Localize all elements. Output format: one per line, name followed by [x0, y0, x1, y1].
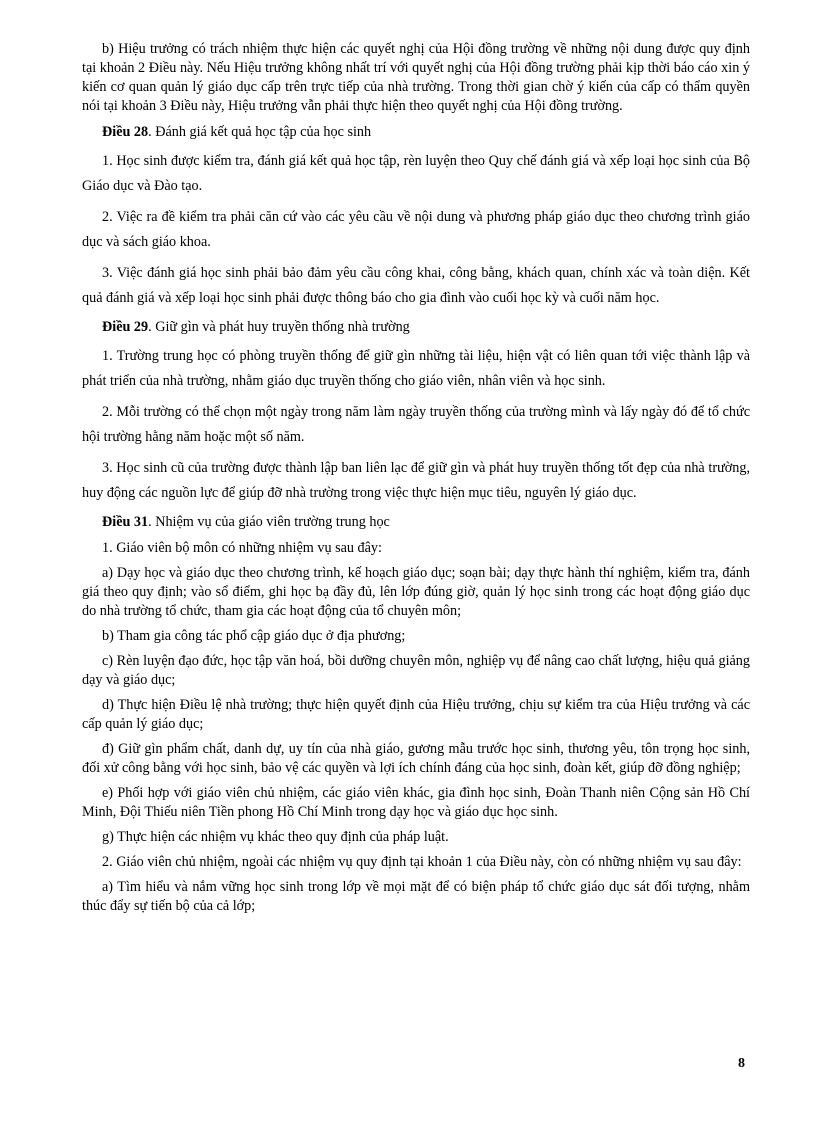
page-number: 8 — [738, 1056, 745, 1071]
article-31-clause-1dd: đ) Giữ gìn phẩm chất, danh dự, uy tín của nhà giáo, gương mẫu trước học sinh, thương yêu, tôn trọng học sinh, đối xử công bằng với học sinh, bảo vệ các quyền và lợi ích chính đáng của học sinh, đoàn kết, giúp đỡ đồng nghiệp; — [82, 741, 750, 776]
article-29-title: . Giữ gìn và phát huy truyền thống nhà trường — [148, 319, 410, 335]
article-29-clause-3: 3. Học sinh cũ của trường được thành lập ban liên lạc để giữ gìn và phát huy truyền thống tốt đẹp của nhà trường, huy động các nguồn lực để giúp đỡ nhà trường trong việc thực hiện mục tiêu, nguyên lý giáo dục. — [82, 460, 750, 501]
article-29-clause-2: 2. Mỗi trường có thể chọn một ngày trong năm làm ngày truyền thống của trường mình và lấy ngày đó để tổ chức hội trường hằng năm hoặc một số năm. — [82, 404, 750, 445]
article-29-clause-1: 1. Trường trung học có phòng truyền thống để giữ gìn những tài liệu, hiện vật có liên quan tới việc thành lập và phát triển của nhà trường, nhằm giáo dục truyền thống cho giáo viên, nhân viên và học sinh. — [82, 348, 750, 389]
article-31-clause-1d: d) Thực hiện Điều lệ nhà trường; thực hiện quyết định của Hiệu trưởng, chịu sự kiểm tra của Hiệu trưởng và các cấp quản lý giáo dục; — [82, 697, 750, 732]
article-28-clause-3: 3. Việc đánh giá học sinh phải bảo đảm yêu cầu công khai, công bằng, khách quan, chính xác và toàn diện. Kết quả đánh giá và xếp loại học sinh phải được thông báo cho gia đình vào cuối học kỳ và cuối năm học. — [82, 265, 750, 306]
article-28-heading — [82, 122, 750, 142]
article-31-clause-2a: a) Tìm hiểu và nắm vững học sinh trong lớp về mọi mặt để có biện pháp tổ chức giáo dục sát đối tượng, nhằm thúc đẩy sự tiến bộ của cả lớp; — [82, 879, 750, 914]
article-28-clause-2: 2. Việc ra đề kiểm tra phải căn cứ vào các yêu cầu về nội dung và phương pháp giáo dục theo chương trình giáo dục và sách giáo khoa. — [82, 209, 750, 250]
article-28-label: Điều 28 — [102, 124, 149, 140]
article-29-label: Điều 29 — [102, 319, 149, 335]
article-29-heading — [82, 317, 750, 337]
article-31-clause-1a: a) Dạy học và giáo dục theo chương trình, kế hoạch giáo dục; soạn bài; dạy thực hành thí nghiệm, kiểm tra, đánh giá theo quy định; vào sổ điểm, ghi học bạ đầy đủ, lên lớp đúng giờ, quản lý học sinh trong các hoạt động giáo dục do nhà trường tổ chức, tham gia các hoạt động của tổ chuyên môn; — [82, 565, 750, 619]
article-31-clause-1e: e) Phối hợp với giáo viên chủ nhiệm, các giáo viên khác, gia đình học sinh, Đoàn Thanh niên Cộng sản Hồ Chí Minh, Đội Thiếu niên Tiền phong Hồ Chí Minh trong dạy học và giáo dục học sinh. — [82, 785, 750, 820]
article-31-clause-1: 1. Giáo viên bộ môn có những nhiệm vụ sau đây: — [102, 540, 382, 556]
article-31-heading — [82, 512, 750, 532]
paragraph-hieu-truong-responsibility: b) Hiệu trưởng có trách nhiệm thực hiện các quyết nghị của Hội đồng trường về những nội dung được quy định tại khoản 2 Điều này. Nếu Hiệu trưởng không nhất trí với quyết nghị của Hội đồng trường phải kịp thời báo cáo xin ý kiến cơ quan quản lý giáo dục cấp trên trực tiếp của nhà trường. Trong thời gian chờ ý kiến của cấp có thẩm quyền nói tại khoản 3 Điều này, Hiệu trưởng vẫn phải thực hiện theo quyết nghị của Hội đồng trường. — [82, 41, 750, 114]
article-28-clause-1: 1. Học sinh được kiểm tra, đánh giá kết quả học tập, rèn luyện theo Quy chế đánh giá và xếp loại học sinh của Bộ Giáo dục và Đào tạo. — [82, 153, 750, 194]
article-28-title: . Đánh giá kết quả học tập của học sinh — [148, 124, 372, 140]
document-page — [82, 40, 750, 922]
article-31-label: Điều 31 — [102, 514, 149, 530]
article-31-clause-1g: g) Thực hiện các nhiệm vụ khác theo quy định của pháp luật. — [102, 829, 449, 845]
article-31-clause-1b: b) Tham gia công tác phổ cập giáo dục ở địa phương; — [102, 628, 406, 644]
article-31-clause-2: 2. Giáo viên chủ nhiệm, ngoài các nhiệm vụ quy định tại khoản 1 của Điều này, còn có những nhiệm vụ sau đây: — [102, 854, 742, 870]
article-31-title: . Nhiệm vụ của giáo viên trường trung học — [148, 514, 390, 530]
article-31-clause-1c: c) Rèn luyện đạo đức, học tập văn hoá, bồi dưỡng chuyên môn, nghiệp vụ để nâng cao chất lượng, hiệu quả giảng dạy và giáo dục; — [82, 653, 750, 688]
